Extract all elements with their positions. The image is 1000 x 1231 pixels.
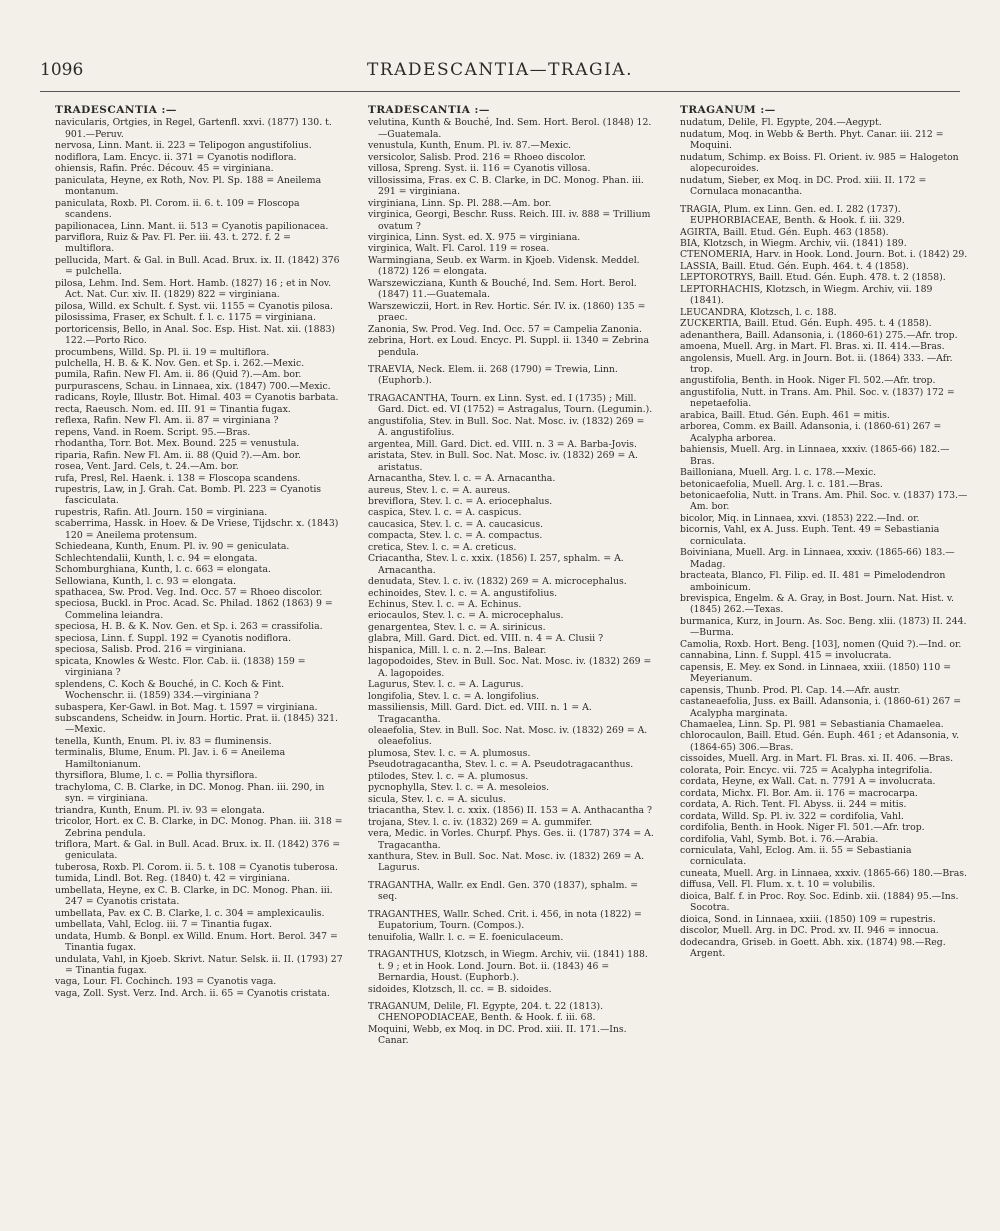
species-entry: riparia, Rafin. New Fl. Am. ii. 88 (Quid ?).—Am. bor. [55, 449, 301, 461]
species-entry: compacta, Stev. l. c. = A. compactus. [368, 530, 543, 542]
genus-entry: TRAGACANTHA, Tourn. ex Linn. Syst. ed. I (1735) ; Mill. Gard. Dict. ed. VI (1752) = Astragalus, Tourn. (Legumin.). [368, 392, 653, 416]
species-entry: burmanica, Kurz, in Journ. As. Soc. Beng. xlii. (1873) II. 244.—Burma. [680, 615, 967, 639]
species-entry: AGIRTA, Baill. Etud. Gén. Euph. 463 (1858). [680, 226, 889, 238]
species-entry: cordata, Heyne, ex Wall. Cat. n. 7791 A = involucrata. [680, 776, 936, 788]
species-entry: bicornis, Vahl, ex A. Juss. Euph. Tent. 49 = Sebastiania corniculata. [680, 524, 940, 547]
species-entry: Moquini, Webb, ex Moq. in DC. Prod. xiii. II. 171.—Ins. Canar. [368, 1023, 627, 1047]
species-entry: caucasica, Stev. l. c. = A. caucasicus. [368, 518, 544, 530]
species-entry: dioica, Balf. f. in Proc. Roy. Soc. Edinb. xii. (1884) 95.—Ins. Socotra. [680, 890, 959, 914]
species-entry: pellucida, Mart. & Gal. in Bull. Acad. Brux. ix. II. (1842) 376 = pulchella. [55, 254, 340, 278]
species-entry: umbellata, Heyne, ex C. B. Clarke, in DC. Monog. Phan. iii. 247 = Cyanotis cristata. [55, 884, 333, 908]
species-entry: umbellata, Pav. ex C. B. Clarke, l. c. 304 = amplexicaulis. [55, 907, 325, 919]
species-entry: bahiensis, Muell. Arg. in Linnaea, xxxiv. (1865-66) 182.—Bras. [680, 444, 950, 467]
genus-entry: TRAEVIA, Neck. Elem. ii. 268 (1790) = Trewia, Linn. (Euphorb.). [368, 363, 618, 387]
species-entry: pumila, Rafin. New Fl. Am. ii. 86 (Quid ?).—Am. bor. [55, 369, 302, 381]
species-entry: speciosa, Buckl. in Proc. Acad. Sc. Philad. 1862 (1863) 9 = Commelina leiandra. [55, 598, 333, 621]
species-entry: virginica, Walt. Fl. Carol. 119 = rosea. [368, 243, 550, 255]
page-header [40, 60, 960, 84]
species-entry: cannabina, Linn. f. Suppl. 415 = involucrata. [680, 650, 892, 662]
species-entry: ptilodes, Stev. l. c. = A. plumosus. [368, 770, 529, 782]
species-entry: hispanica, Mill. l. c. n. 2.—Ins. Balear. [368, 644, 547, 656]
species-entry: umbellata, Vahl, Eclog. iii. 7 = Tinantia fugax. [55, 919, 273, 931]
species-entry: speciosa, Linn. f. Suppl. 192 = Cyanotis nodiflora. [55, 632, 292, 644]
species-entry: Camolia, Roxb. Hort. Beng. [103], nomen (Quid ?).—Ind. or. [680, 638, 962, 650]
genus-entry: TRAGANTHES, Wallr. Sched. Crit. i. 456, in nota (1822) = Eupatorium, Tourn. (Compos.). [368, 908, 642, 932]
species-entry: rupestris, Rafin. Atl. Journ. 150 = virginiana. [55, 506, 268, 518]
species-entry: portoricensis, Bello, in Anal. Soc. Esp. Hist. Nat. xii. (1883) 122.—Porto Rico. [55, 323, 336, 347]
species-entry: zebrina, Hort. ex Loud. Encyc. Pl. Suppl. ii. 1340 = Zebrina pendula. [368, 335, 650, 358]
species-entry: spicata, Knowles & Westc. Flor. Cab. ii. (1838) 159 = virginiana ? [55, 655, 306, 679]
species-entry: corniculata, Vahl, Eclog. Am. ii. 55 = Sebastiania corniculata. [680, 845, 912, 868]
species-entry: colorata, Poir. Encyc. vii. 725 = Acalypha integrifolia. [680, 764, 933, 776]
species-entry: vera, Medic. in Vorles. Churpf. Phys. Ges. ii. (1787) 374 = A. Tragacantha. [368, 828, 654, 851]
species-entry: dodecandra, Griseb. in Goett. Abh. xix. (1874) 98.—Reg. Argent. [680, 936, 946, 960]
species-entry: bicolor, Miq. in Linnaea, xxvi. (1853) 222.—Ind. or. [680, 512, 920, 524]
species-entry: ZUCKERTIA, Baill. Etud. Gén. Euph. 495. t. 4 (1858). [680, 318, 932, 330]
species-entry: velutina, Kunth & Bouché, Ind. Sem. Hort. Berol. (1848) 12.—Guatemala. [368, 117, 652, 140]
species-entry: subscandens, Scheidw. in Journ. Hortic. Prat. ii. (1845) 321.—Mexic. [55, 713, 338, 736]
species-entry: thyrsiflora, Blume, l. c. = Pollia thyrsiflora. [55, 770, 258, 782]
species-entry: pilosissima, Fraser, ex Schult. f. l. c. 1175 = virginiana. [55, 312, 316, 324]
species-entry: purpurascens, Schau. in Linnaea, xix. (1847) 700.—Mexic. [55, 380, 331, 392]
species-entry: Schlechtendalii, Kunth, l. c. 94 = elongata. [55, 552, 258, 564]
species-entry: Boiviniana, Muell. Arg. in Linnaea, xxxiv. (1865-66) 183.—Madag. [680, 547, 955, 570]
species-entry: cordata, Willd. Sp. Pl. iv. 322 = cordifolia, Vahl. [680, 810, 904, 822]
species-entry: sidoides, Klotzsch, ll. cc. = B. sidoides. [368, 983, 552, 995]
species-entry: rufa, Presl, Rel. Haenk. i. 138 = Floscopa scandens. [55, 472, 301, 484]
species-entry: Schiedeana, Kunth, Enum. Pl. iv. 90 = geniculata. [55, 541, 290, 553]
species-entry: eriocaulos, Stev. l. c. = A. microcephalus. [368, 610, 564, 622]
species-entry: cordata, A. Rich. Tent. Fl. Abyss. ii. 244 = mitis. [680, 799, 907, 811]
species-entry: nodiflora, Lam. Encyc. ii. 371 = Cyanotis nodiflora. [55, 151, 297, 163]
species-entry: Criacantha, Stev. l. c. xxix. (1856) I. 257, sphalm. = A. Arnacantha. [368, 553, 624, 576]
species-entry: capensis, E. Mey. ex Sond. in Linnaea, xxiii. (1850) 110 = Meyerianum. [680, 661, 951, 685]
column-heading: TRADESCANTIA :— [55, 104, 177, 116]
species-entry: spathacea, Sw. Prod. Veg. Ind. Occ. 57 = Rhoeo discolor. [55, 587, 323, 599]
species-entry: chlorocaulon, Baill. Etud. Gén. Euph. 461 ; et Adansonia, v. (1864-65) 306.—Bras. [680, 730, 960, 753]
species-entry: Sellowiana, Kunth, l. c. 93 = elongata. [55, 575, 236, 587]
species-entry: cuneata, Muell. Arg. in Linnaea, xxxiv. (1865-66) 180.—Bras. [680, 867, 967, 879]
species-entry: nudatum, Schimp. ex Boiss. Fl. Orient. iv. 985 = Halogeton alopecuroides. [680, 151, 959, 175]
species-entry: vaga, Lour. Fl. Cochinch. 193 = Cyanotis vaga. [55, 976, 277, 988]
species-entry: repens, Vand. in Roem. Script. 95.—Bras. [55, 426, 251, 438]
species-entry: Pseudotragacantha, Stev. l. c. = A. Pseudotragacanthus. [368, 759, 634, 771]
species-entry: caspica, Stev. l. c. = A. caspicus. [368, 507, 522, 519]
species-entry: castaneaefolia, Juss. ex Baill. Adansonia, i. (1860-61) 267 = Acalypha marginata. [680, 696, 962, 719]
column-1 [55, 105, 343, 999]
species-entry: oleaefolia, Stev. in Bull. Soc. Nat. Mosc. iv. (1832) 269 = A. oleaefolius. [368, 725, 648, 748]
species-entry: Warmingiana, Seub. ex Warm. in Kjoeb. Vidensk. Meddel. (1872) 126 = elongata. [368, 254, 640, 278]
species-entry: navicularis, Ortgies, in Regel, Gartenfl. xxvi. (1877) 130. t. 901.—Peruv. [55, 117, 332, 140]
species-entry: betonicaefolia, Muell. Arg. l. c. 181.—Bras. [680, 478, 883, 490]
species-entry: LEPTOROTRYS, Baill. Etud. Gén. Euph. 478. t. 2 (1858). [680, 272, 946, 284]
species-entry: virginica, Georgi, Beschr. Russ. Reich. III. iv. 888 = Trillium ovatum ? [368, 209, 651, 232]
species-entry: nervosa, Linn. Mant. ii. 223 = Telipogon angustifolius. [55, 140, 312, 152]
species-entry: papilionacea, Linn. Mant. ii. 513 = Cyanotis papilionacea. [55, 220, 329, 232]
species-entry: triflora, Mart. & Gal. in Bull. Acad. Brux. ix. II. (1842) 376 = geniculata. [55, 839, 341, 862]
species-entry: triandra, Kunth, Enum. Pl. iv. 93 = elongata. [55, 804, 265, 816]
species-entry: pilosa, Willd. ex Schult. f. Syst. vii. 1155 = Cyanotis pilosa. [55, 300, 333, 312]
species-entry: rupestris, Law, in J. Grah. Cat. Bomb. Pl. 223 = Cyanotis fasciculata. [55, 483, 322, 507]
species-entry: pulchella, H. B. & K. Nov. Gen. et Sp. i. 262.—Mexic. [55, 357, 305, 369]
species-entry: cissoides, Muell. Arg. in Mart. Fl. Bras. xi. II. 406. —Bras. [680, 753, 954, 765]
species-entry: lagopodoides, Stev. in Bull. Soc. Nat. Mosc. iv. (1832) 269 = A. lagopoides. [368, 656, 652, 679]
species-entry: Lagurus, Stev. l. c. = A. Lagurus. [368, 679, 524, 691]
species-entry: arborea, Comm. ex Baill. Adansonia, i. (1860-61) 267 = Acalypha arborea. [680, 421, 942, 444]
species-entry: virginiana, Linn. Sp. Pl. 288.—Am. bor. [368, 197, 552, 209]
species-entry: longifolia, Stev. l. c. = A. longifolius. [368, 690, 540, 702]
species-entry: tenella, Kunth, Enum. Pl. iv. 83 = fluminensis. [55, 735, 272, 747]
species-entry: massiliensis, Mill. Gard. Dict. ed. VIII. n. 1 = A. Tragacantha. [368, 702, 592, 725]
species-entry: aureus, Stev. l. c. = A. aureus. [368, 484, 511, 496]
species-entry: tenuifolia, Wallr. l. c. = E. foeniculaceum. [368, 931, 564, 943]
species-entry: denudata, Stev. l. c. iv. (1832) 269 = A. microcephalus. [368, 576, 627, 588]
genus-entry: TRAGANTHA, Wallr. ex Endl. Gen. 370 (1837), sphalm. = seq. [368, 879, 639, 903]
species-entry: cordifolia, Vahl, Symb. Bot. i. 76.—Arabia. [680, 833, 879, 845]
species-entry: glabra, Mill. Gard. Dict. ed. VIII. n. 4 = A. Clusii ? [368, 633, 604, 645]
species-entry: LEUCANDRA, Klotzsch, l. c. 188. [680, 306, 837, 318]
species-entry: amoena, Muell. Arg. in Mart. Fl. Bras. xi. II. 414.—Bras. [680, 341, 945, 353]
species-entry: brevispica, Engelm. & A. Gray, in Bost. Journ. Nat. Hist. v. (1845) 262.—Texas. [680, 593, 954, 616]
species-entry: virginica, Linn. Syst. ed. X. 975 = virginiana. [368, 231, 581, 243]
species-entry: scaberrima, Hassk. in Hoev. & De Vriese, Tijdschr. x. (1843) 120 = Aneilema protensum. [55, 518, 339, 541]
species-entry: Warszewicziana, Kunth & Bouché, Ind. Sem. Hort. Berol. (1847) 11.—Guatemala. [368, 277, 637, 301]
species-entry: angolensis, Muell. Arg. in Journ. Bot. ii. (1864) 333. —Afr. trop. [680, 352, 953, 375]
genus-entry: TRAGANUM, Delile, Fl. Egypte, 204. t. 22 (1813). CHENOPODIACEAE, Benth. & Hook. f. iii. 68. [368, 1000, 604, 1024]
species-entry: reflexa, Rafin. New Fl. Am. ii. 87 = virginiana ? [55, 415, 279, 427]
species-entry: angustifolia, Stev. in Bull. Soc. Nat. Mosc. iv. (1832) 269 = A. angustifolius. [368, 415, 645, 439]
species-entry: pilosa, Lehm. Ind. Sem. Hort. Hamb. (1827) 16 ; et in Nov. Act. Nat. Cur. xiv. II. (1829) 822 = virginiana. [55, 277, 332, 301]
species-entry: arabica, Baill. Etud. Gén. Euph. 461 = mitis. [680, 409, 890, 421]
species-entry: trojana, Stev. l. c. iv. (1832) 269 = A. gummifer. [368, 816, 593, 828]
species-entry: capensis, Thunb. Prod. Pl. Cap. 14.—Afr. austr. [680, 684, 901, 696]
species-entry: discolor, Muell. Arg. in DC. Prod. xv. II. 946 = innocua. [680, 925, 939, 937]
species-entry: speciosa, Salisb. Prod. 216 = virginiana. [55, 644, 246, 656]
species-entry: triacantha, Stev. l. c. xxix. (1856) II. 153 = A. Anthacantha ? [368, 805, 652, 817]
species-entry: tricolor, Hort. ex C. B. Clarke, in DC. Monog. Phan. iii. 318 = Zebrina pendula. [55, 816, 343, 839]
species-entry: angustifolia, Nutt. in Trans. Am. Phil. Soc. v. (1837) 172 = nepetaefolia. [680, 386, 955, 410]
page-number: 1096 [40, 60, 84, 80]
species-entry: speciosa, H. B. & K. Nov. Gen. et Sp. i. 263 = crassifolia. [55, 621, 323, 633]
species-entry: genargentea, Stev. l. c. = A. sirinicus. [368, 621, 546, 633]
species-entry: aristata, Stev. in Bull. Soc. Nat. Mosc. iv. (1832) 269 = A. aristatus. [368, 450, 638, 473]
species-entry: subaspera, Ker-Gawl. in Bot. Mag. t. 1597 = virginiana. [55, 701, 318, 713]
species-entry: betonicaefolia, Nutt. in Trans. Am. Phil. Soc. v. (1837) 173.—Am. bor. [680, 489, 968, 513]
column-3 [680, 105, 968, 960]
species-entry: nudatum, Moq. in Webb & Berth. Phyt. Canar. iii. 212 = Moquini. [680, 128, 944, 152]
species-entry: rosea, Vent. Jard. Cels, t. 24.—Am. bor. [55, 461, 239, 473]
species-entry: paniculata, Heyne, ex Roth, Nov. Pl. Sp. 188 = Aneilema montanum. [55, 174, 322, 198]
species-entry: plumosa, Stev. l. c. = A. plumosus. [368, 747, 531, 759]
species-entry: Schomburghiana, Kunth, l. c. 663 = elongata. [55, 564, 271, 576]
species-entry: argentea, Mill. Gard. Dict. ed. VIII. n. 3 = A. Barba-Jovis. [368, 438, 637, 450]
species-entry: sicula, Stev. l. c. = A. siculus. [368, 793, 507, 805]
species-entry: vaga, Zoll. Syst. Verz. Ind. Arch. ii. 65 = Cyanotis cristata. [55, 987, 330, 999]
species-entry: pycnophylla, Stev. l. c. = A. mesoleios. [368, 782, 550, 794]
species-entry: radicans, Royle, Illustr. Bot. Himal. 403 = Cyanotis barbata. [55, 392, 339, 404]
species-entry: undata, Humb. & Bonpl. ex Willd. Enum. Hort. Berol. 347 = Tinantia fugax. [55, 930, 338, 954]
species-entry: ohiensis, Rafin. Préc. Découv. 45 = virginiana. [55, 163, 274, 175]
species-entry: villosa, Spreng. Syst. ii. 116 = Cyanotis villosa. [368, 163, 591, 175]
species-entry: tuberosa, Roxb. Pl. Corom. ii. 5. t. 108 = Cyanotis tuberosa. [55, 861, 338, 873]
species-entry: Echinus, Stev. l. c. = A. Echinus. [368, 599, 522, 611]
species-entry: cordata, Michx. Fl. Bor. Am. ii. 176 = macrocarpa. [680, 787, 918, 799]
species-entry: terminalis, Blume, Enum. Pl. Jav. i. 6 = Aneilema Hamiltonianum. [55, 747, 286, 770]
species-entry: splendens, C. Koch & Bouché, in C. Koch & Fint. Wochenschr. ii. (1859) 334.—virginiana ? [55, 678, 285, 702]
species-entry: adenanthera, Baill. Adansonia, i. (1860-61) 275.—Afr. trop. [680, 329, 958, 341]
species-entry: rhodantha, Torr. Bot. Mex. Bound. 225 = venustula. [55, 438, 300, 450]
species-entry: nudatum, Delile, Fl. Egypte, 204.—Aegypt. [680, 117, 882, 129]
species-entry: diffusa, Vell. Fl. Flum. x. t. 10 = volubilis. [680, 879, 876, 891]
species-entry: dioica, Sond. in Linnaea, xxiii. (1850) 109 = rupestris. [680, 913, 936, 925]
species-entry: villosissima, Fras. ex C. B. Clarke, in DC. Monog. Phan. iii. 291 = virginiana. [368, 174, 644, 198]
species-entry: angustifolia, Benth. in Hook. Niger Fl. 502.—Afr. trop. [680, 375, 936, 387]
species-entry: BIA, Klotzsch, in Wiegm. Archiv, vii. (1841) 189. [680, 237, 907, 249]
species-entry: recta, Raeusch. Nom. ed. III. 91 = Tinantia fugax. [55, 403, 291, 415]
header-rule [40, 91, 960, 92]
column-heading: TRAGANUM :— [680, 104, 776, 116]
species-entry: Warszewiczii, Hort. in Rev. Hortic. Sér. IV. ix. (1860) 135 = praec. [368, 300, 646, 324]
species-entry: nudatum, Sieber, ex Moq. in DC. Prod. xiii. II. 172 = Cornulaca monacantha. [680, 174, 927, 198]
species-entry: tumida, Lindl. Bot. Reg. (1840) t. 42 = virginiana. [55, 873, 290, 885]
species-entry: paniculata, Roxb. Pl. Corom. ii. 6. t. 109 = Floscopa scandens. [55, 197, 300, 221]
species-entry: LASSIA, Baill. Etud. Gén. Euph. 464. t. 4 (1858). [680, 260, 909, 272]
species-entry: echinoides, Stev. l. c. = A. angustifolius. [368, 587, 558, 599]
species-entry: LEPTORHACHIS, Klotzsch, in Wiegm. Archiv, vii. 189 (1841). [680, 283, 933, 307]
species-entry: venustula, Kunth, Enum. Pl. iv. 87.—Mexic. [368, 140, 572, 152]
running-title: TRADESCANTIA—TRAGIA. [367, 60, 633, 80]
species-entry: cordifolia, Benth. in Hook. Niger Fl. 501.—Afr. trop. [680, 822, 925, 834]
genus-entry: TRAGIA, Plum. ex Linn. Gen. ed. I. 282 (1737). EUPHORBIACEAE, Benth. & Hook. f. iii. 329. [680, 203, 905, 227]
species-entry: procumbens, Willd. Sp. Pl. ii. 19 = multiflora. [55, 346, 270, 358]
species-entry: CTENOMERIA, Harv. in Hook. Lond. Journ. Bot. i. (1842) 29. [680, 249, 968, 261]
species-entry: xanthura, Stev. in Bull. Soc. Nat. Mosc. iv. (1832) 269 = A. Lagurus. [368, 851, 645, 874]
species-entry: trachyloma, C. B. Clarke, in DC. Monog. Phan. iii. 290, in syn. = virginiana. [55, 781, 325, 805]
species-entry: Arnacantha, Stev. l. c. = A. Arnacantha. [368, 473, 556, 485]
species-entry: undulata, Vahl, in Kjoeb. Skrivt. Natur. Selsk. ii. II. (1793) 27 = Tinantia fugax. [55, 953, 343, 976]
column-heading: TRADESCANTIA :— [368, 104, 490, 116]
species-entry: bracteata, Blanco, Fl. Filip. ed. II. 481 = Pimelodendron amboinicum. [680, 570, 946, 593]
column-2 [368, 105, 656, 1047]
species-entry: parviflora, Ruiz & Pav. Fl. Per. iii. 43. t. 272. f. 2 = multiflora. [55, 231, 291, 255]
species-entry: Bailloniana, Muell. Arg. l. c. 178.—Mexic. [680, 467, 877, 479]
species-entry: versicolor, Salisb. Prod. 216 = Rhoeo discolor. [368, 151, 586, 163]
species-entry: cretica, Stev. l. c. = A. creticus. [368, 541, 517, 553]
species-entry: Zanonia, Sw. Prod. Veg. Ind. Occ. 57 = Campelia Zanonia. [368, 323, 642, 335]
genus-entry: TRAGANTHUS, Klotzsch, in Wiegm. Archiv, vii. (1841) 188. t. 9 ; et in Hook. Lond. Journ. Bot. ii. (1843) 46 = Bernardia, Houst. (Euphorb.). [368, 949, 648, 984]
species-entry: breviflora, Stev. l. c. = A. eriocephalus. [368, 495, 553, 507]
species-entry: Chamaelea, Linn. Sp. Pl. 981 = Sebastiania Chamaelea. [680, 719, 944, 731]
